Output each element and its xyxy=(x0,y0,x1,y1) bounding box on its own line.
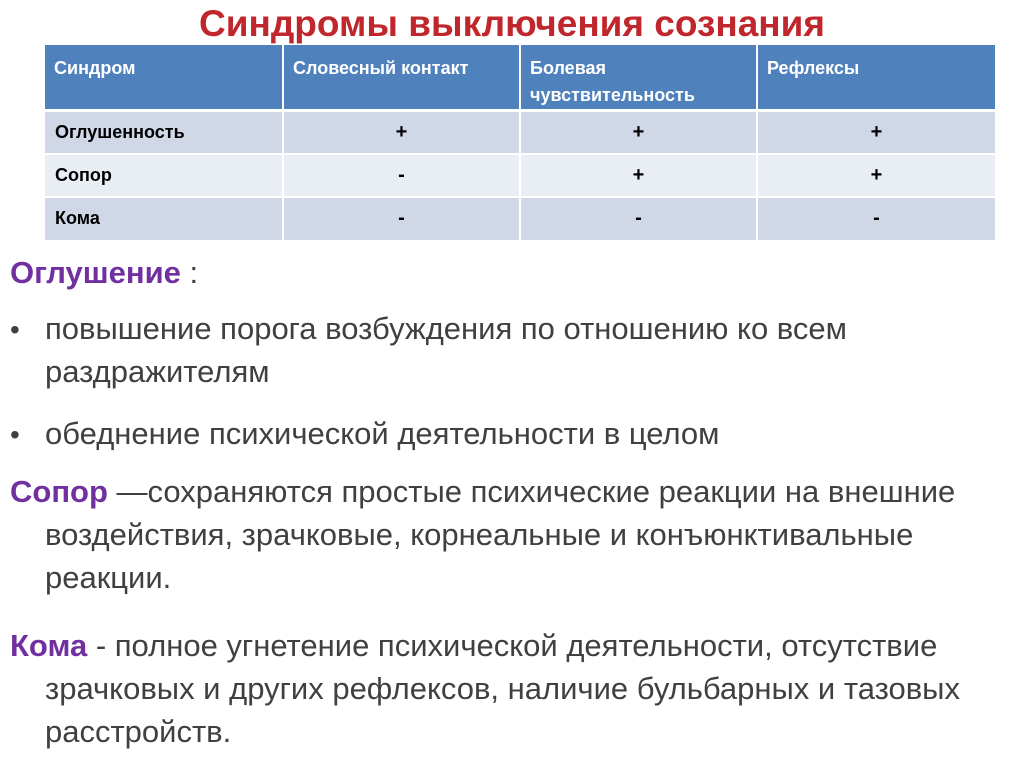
cell-reflexes: + xyxy=(757,111,995,154)
row-syndrome-name: Оглушенность xyxy=(45,111,283,154)
row-syndrome-name: Кома xyxy=(45,197,283,240)
cell-pain-sensitivity: + xyxy=(520,154,757,197)
cell-verbal-contact: - xyxy=(283,154,520,197)
column-header-reflexes: Рефлексы xyxy=(757,45,995,111)
column-header-syndrome: Синдром xyxy=(45,45,283,111)
slide-title: Синдромы выключения сознания xyxy=(199,3,825,44)
table-header-row xyxy=(45,45,995,111)
stupor-description: —сохраняются простые психические реакции на внешние воздействия, зрачковые, корнеальные и конъюнктивальные реакции. xyxy=(45,474,956,595)
column-header-pain-sensitivity: Болевая чувствительность xyxy=(520,45,757,111)
coma-paragraph xyxy=(10,624,1010,753)
cell-verbal-contact: + xyxy=(283,111,520,154)
table-row xyxy=(45,154,995,197)
stunning-heading xyxy=(10,251,1000,294)
stunning-term: Оглушение xyxy=(10,255,181,290)
stupor-paragraph xyxy=(10,470,1010,599)
syndromes-table xyxy=(45,45,995,240)
bullet-dot-icon: • xyxy=(10,314,20,345)
stunning-bullet-2: обеднение психической деятельности в целом xyxy=(45,416,720,451)
stunning-bullet-1: повышение порога возбуждения по отношению ко всем раздражителям xyxy=(45,311,847,389)
stunning-colon: : xyxy=(180,255,199,290)
stupor-term: Сопор xyxy=(10,474,108,509)
column-header-verbal-contact: Словесный контакт xyxy=(283,45,520,111)
cell-pain-sensitivity: - xyxy=(520,197,757,240)
cell-verbal-contact: - xyxy=(283,197,520,240)
cell-reflexes: + xyxy=(757,154,995,197)
cell-reflexes: - xyxy=(757,197,995,240)
coma-description: - полное угнетение психической деятельности, отсутствие зрачковых и других рефлексов, наличие бульбарных и тазовых расстройств. xyxy=(45,628,960,749)
cell-pain-sensitivity: + xyxy=(520,111,757,154)
row-syndrome-name: Сопор xyxy=(45,154,283,197)
coma-term: Кома xyxy=(10,628,88,663)
table-row xyxy=(45,197,995,240)
table-row xyxy=(45,111,995,154)
bullet-dot-icon: • xyxy=(10,419,20,450)
